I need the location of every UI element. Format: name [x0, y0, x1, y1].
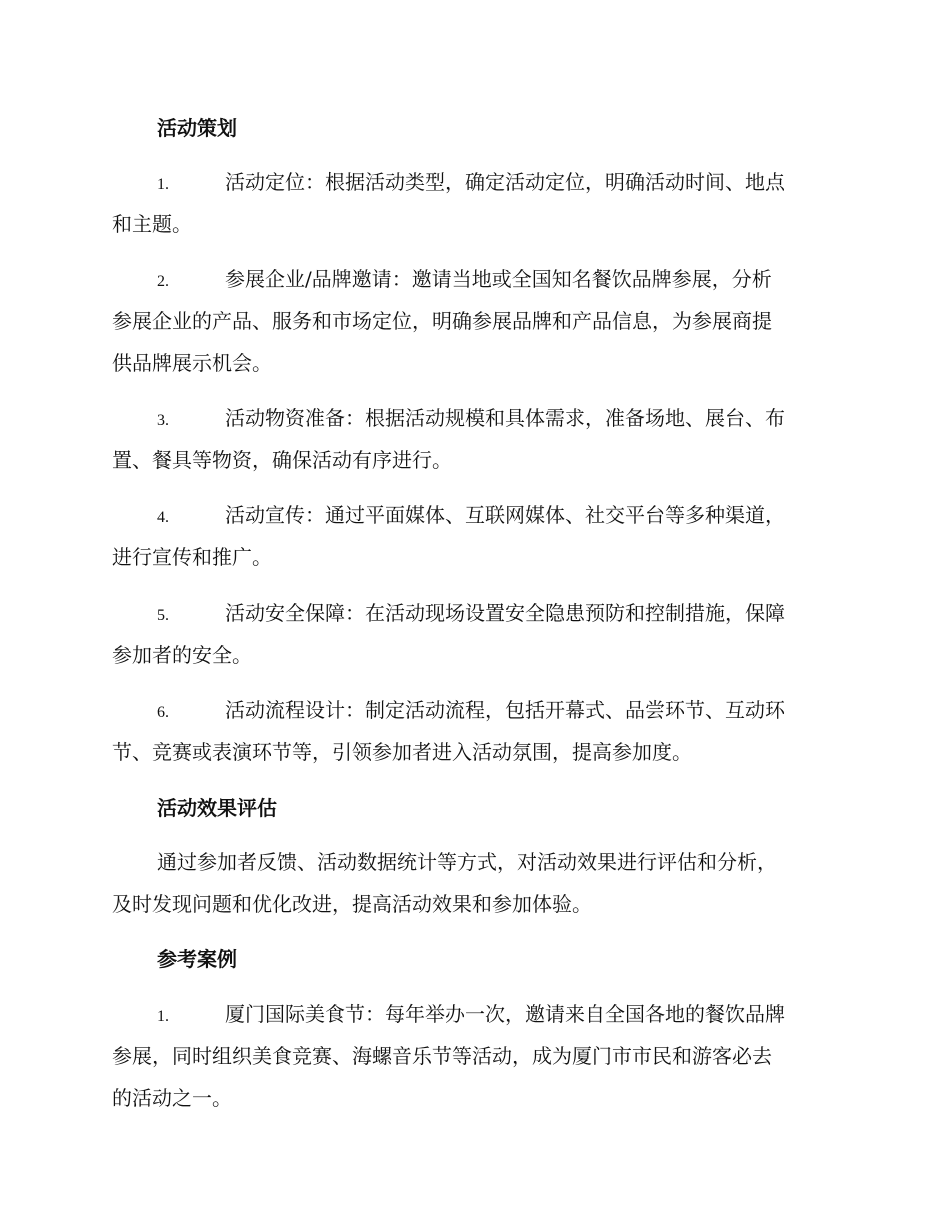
paragraph-line: 和主题。 [112, 212, 192, 236]
list-number: 2. [157, 273, 169, 290]
list-number: 5. [157, 607, 169, 624]
paragraph-line: 参展，同时组织美食竞赛、海螺音乐节等活动，成为厦门市市民和游客必去 [112, 1044, 772, 1068]
paragraph-line: 活动流程设计：制定活动流程，包括开幕式、品尝环节、互动环 [225, 698, 785, 722]
list-item [112, 494, 832, 578]
section-heading-planning: 活动策划 [157, 116, 237, 140]
list-item [112, 258, 832, 384]
paragraph-line: 通过参加者反馈、活动数据统计等方式，对活动效果进行评估和分析， [157, 850, 777, 874]
paragraph-line: 的活动之一。 [112, 1086, 232, 1110]
paragraph-line: 活动物资准备：根据活动规模和具体需求，准备场地、展台、布 [225, 406, 785, 430]
paragraph-line: 参展企业的产品、服务和市场定位，明确参展品牌和产品信息，为参展商提 [112, 309, 772, 333]
section-heading-evaluation: 活动效果评估 [157, 796, 277, 820]
list-number: 6. [157, 704, 169, 721]
list-item [112, 592, 832, 676]
paragraph-line: 活动定位：根据活动类型，确定活动定位，明确活动时间、地点 [225, 170, 785, 194]
paragraph-line: 厦门国际美食节：每年举办一次，邀请来自全国各地的餐饮品牌 [225, 1002, 785, 1026]
paragraph-line: 节、竞赛或表演环节等，引领参加者进入活动氛围，提高参加度。 [112, 740, 692, 764]
list-number: 4. [157, 509, 169, 526]
paragraph-line: 置、餐具等物资，确保活动有序进行。 [112, 448, 452, 472]
paragraph-line: 参展企业/品牌邀请：邀请当地或全国知名餐饮品牌参展，分析 [225, 267, 772, 291]
list-item [112, 161, 832, 245]
list-item [112, 397, 832, 481]
list-item [112, 689, 832, 773]
paragraph [112, 841, 832, 925]
list-item [112, 993, 832, 1119]
list-number: 1. [157, 1008, 169, 1025]
paragraph-line: 参加者的安全。 [112, 643, 252, 667]
paragraph-line: 活动宣传：通过平面媒体、互联网媒体、社交平台等多种渠道， [225, 503, 785, 527]
paragraph-line: 及时发现问题和优化改进，提高活动效果和参加体验。 [112, 892, 592, 916]
list-number: 1. [157, 176, 169, 193]
list-number: 3. [157, 412, 169, 429]
section-heading-cases: 参考案例 [157, 947, 237, 971]
paragraph-line: 活动安全保障：在活动现场设置安全隐患预防和控制措施，保障 [225, 601, 785, 625]
paragraph-line: 供品牌展示机会。 [112, 351, 272, 375]
paragraph-line: 进行宣传和推广。 [112, 545, 272, 569]
